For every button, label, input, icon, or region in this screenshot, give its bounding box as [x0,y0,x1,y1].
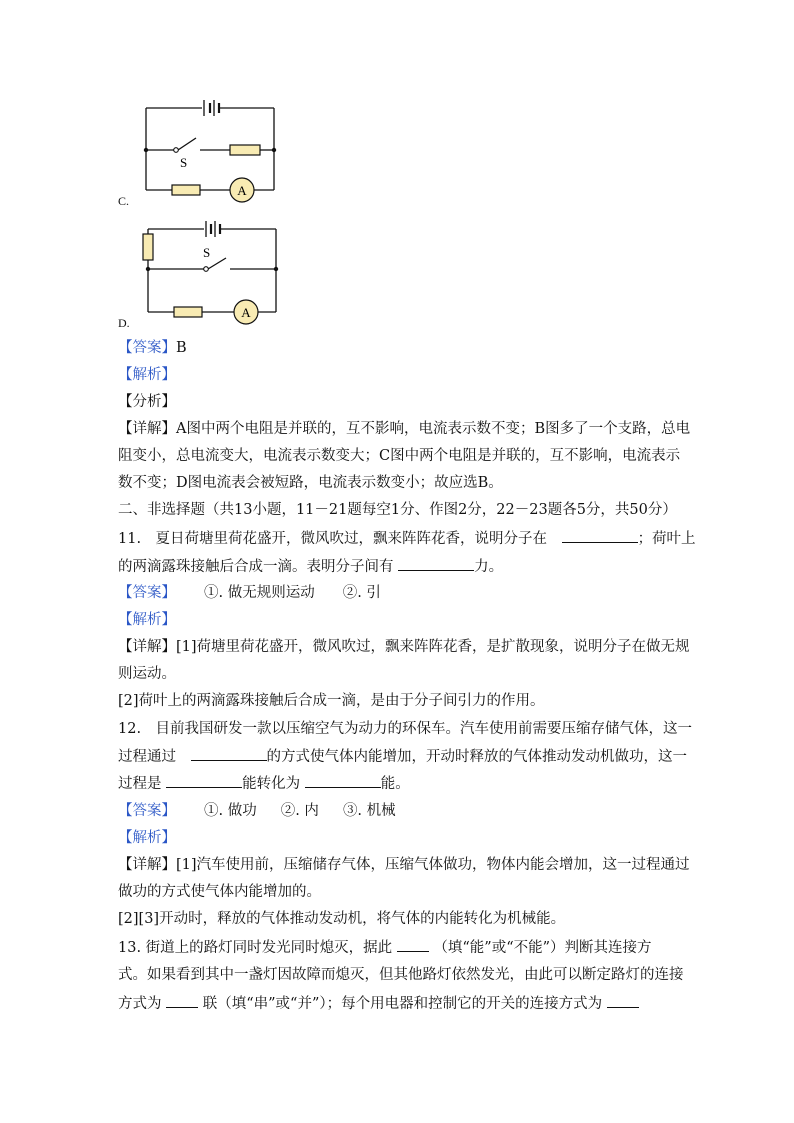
q11-answer: 【答案】 ①. 做无规则运动 ②. 引 [118,585,381,601]
option-c-label: C. [118,194,130,208]
switch-label: S [203,245,211,260]
answer-tag: 【答案】 [118,803,176,819]
q11-detail-line-2: 则运动。 [118,666,176,682]
q10-fenxi-tag: 【分析】 [118,394,176,410]
answer-tag: 【答案】 [118,340,176,356]
resistor-icon [143,234,153,260]
circuit-diagram-d [140,214,285,329]
fill-blank[interactable] [305,773,381,788]
q12-line-3: 过程是 能转化为 能。 [118,773,410,794]
option-d-label: D. [118,316,130,330]
q10-detail-line-1: 【详解】A图中两个电阻是并联的，互不影响，电流表示数不变；B图多了一个支路，总电 [118,421,691,437]
detail-tag: 【详解】 [118,639,176,655]
q11-analysis-tag: 【解析】 [118,612,176,628]
answer-value: B [176,340,187,356]
q13-line-1: 13. 街道上的路灯同时发光同时熄灭，据此 （填“能”或“不能”）判断其连接方 [118,937,652,958]
q13-line-2: 式。如果看到其中一盏灯因故障而熄灭，但其他路灯依然发光，由此可以断定路灯的连接 [118,967,684,983]
q10-detail-line-3: 数不变；D图电流表会被短路，电流表示数变小；故应选B。 [118,475,503,491]
q11-line-1: 11. 夏日荷塘里荷花盛开，微风吹过，飘来阵阵花香，说明分子在 ；荷叶上 [118,528,696,549]
ammeter-label: A [237,183,247,198]
fill-blank[interactable] [562,528,638,543]
q11-detail-line-3: [2]荷叶上的两滴露珠接触后合成一滴，是由于分子间引力的作用。 [118,693,545,709]
q13-line-3: 方式为 联（填“串”或“并”）；每个用电器和控制它的开关的连接方式为 [118,993,639,1014]
q12-line-2: 过程通过 的方式使气体内能增加，开动时释放的气体推动发动机做功，这一 [118,746,687,767]
q10-detail-line-2: 阻变小，总电流变大，电流表示数变大；C图中两个电阻是并联的，互不影响，电流表示 [118,448,681,464]
q12-detail-line-3: [2][3]开动时，释放的气体推动发动机，将气体的内能转化为机械能。 [118,911,566,927]
q12-line-1: 12. 目前我国研发一款以压缩空气为动力的环保车。汽车使用前需要压缩存储气体，这一 [118,721,693,737]
fill-blank[interactable] [191,746,267,761]
fill-blank[interactable] [397,937,429,952]
circuit-diagram-c [140,92,285,204]
q12-detail-line-2: 做功的方式使气体内能增加的。 [118,884,321,900]
q10-analysis-tag: 【解析】 [118,367,176,383]
q11-line-2: 的两滴露珠接触后合成一滴。表明分子间有 力。 [118,556,503,577]
q12-analysis-tag: 【解析】 [118,830,176,846]
switch-label: S [180,155,188,170]
ammeter-label: A [241,305,251,320]
fill-blank[interactable] [607,993,639,1008]
resistor-icon [174,307,202,317]
detail-tag: 【详解】 [118,421,176,437]
q12-answer: 【答案】 ①. 做功 ②. 内 ③. 机械 [118,803,396,819]
detail-tag: 【详解】 [118,857,176,873]
resistor-icon [230,145,260,155]
fill-blank[interactable] [166,773,242,788]
q12-detail-line-1: 【详解】[1]汽车使用前，压缩储存气体，压缩气体做功，物体内能会增加，这一过程通过 [118,857,690,873]
q10-answer [118,338,187,358]
resistor-icon [172,185,200,195]
q11-detail-line-1: 【详解】[1]荷塘里荷花盛开，微风吹过，飘来阵阵花香，是扩散现象，说明分子在做无规 [118,639,690,655]
section-heading: 二、非选择题（共13小题，11－21题每空1分、作图2分，22－23题各5分，共50分） [118,502,677,518]
fill-blank[interactable] [398,556,474,571]
answer-tag: 【答案】 [118,585,176,601]
fill-blank[interactable] [166,993,198,1008]
